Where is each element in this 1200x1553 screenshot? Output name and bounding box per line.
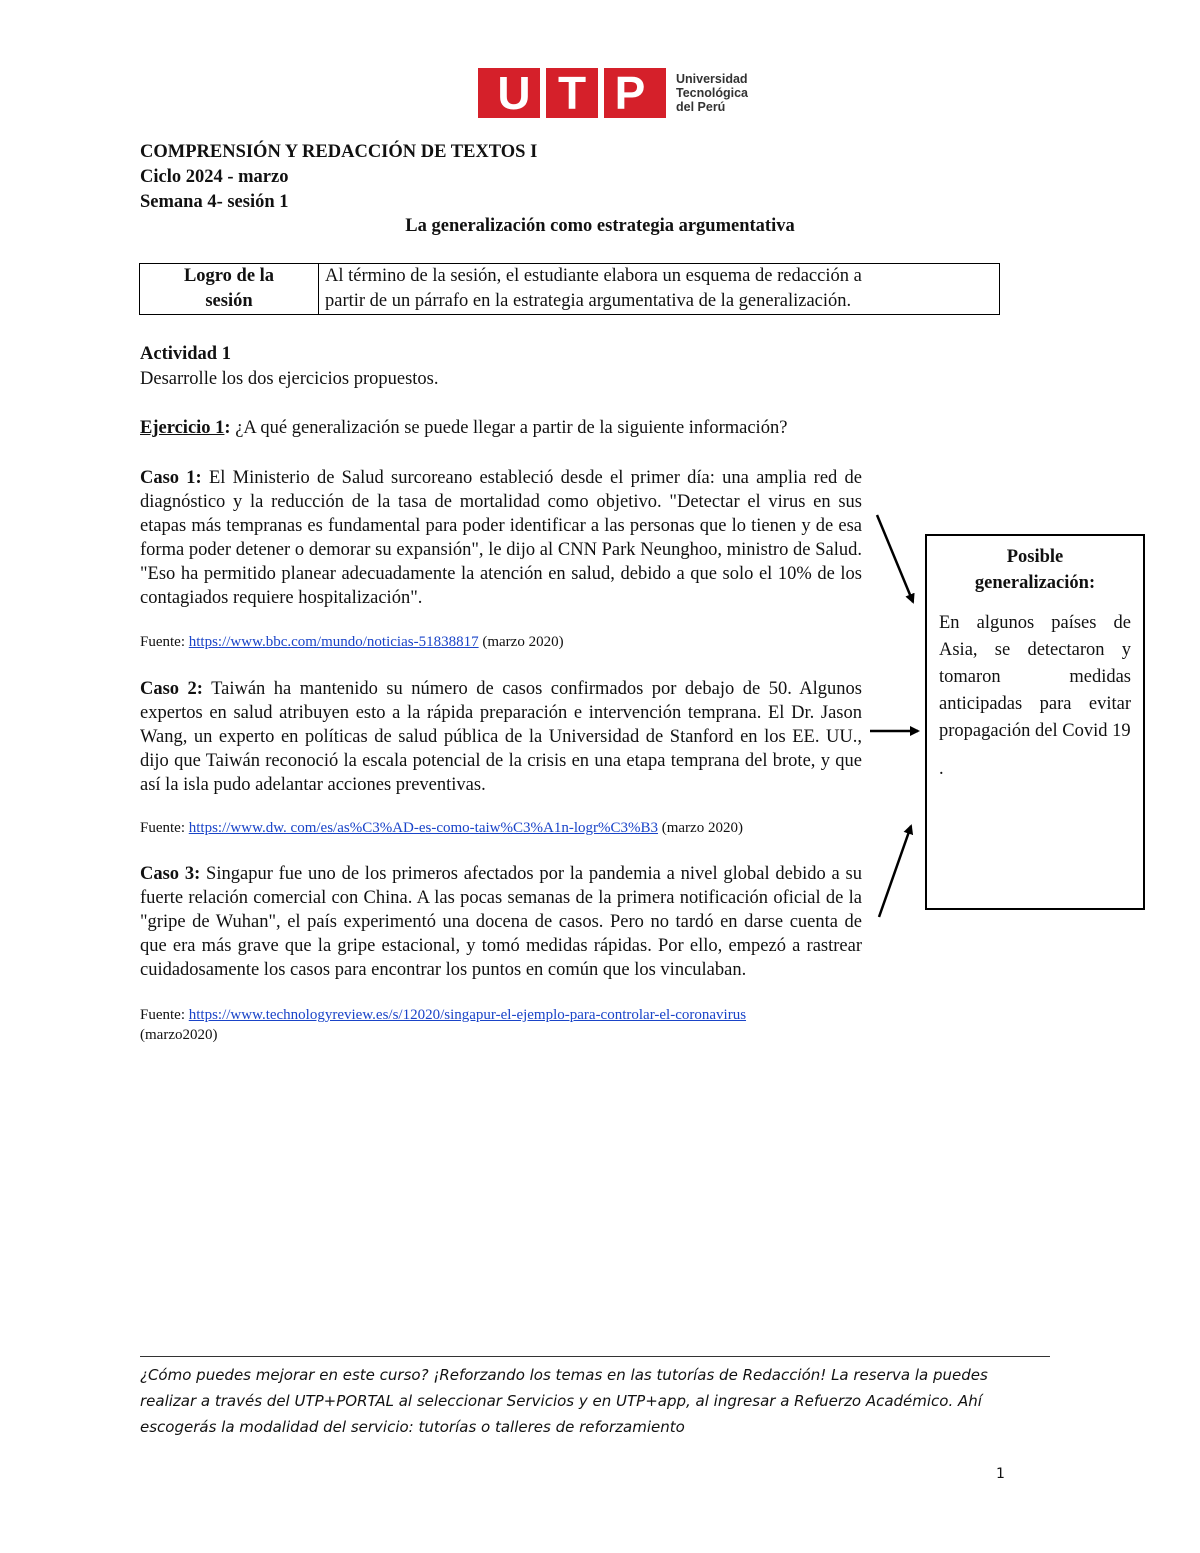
- case-1-source: Fuente: https://www.bbc.com/mundo/noticias-51838817 (marzo 2020): [140, 634, 564, 650]
- case-2-paragraph: Caso 2: Taiwán ha mantenido su número de casos confirmados por debajo de 50. Algunos expertos en salud atribuyen esto a la rápida preparación e intervención temprana. El Dr. Jason Wang, un experto en políticas de salud pública de la Universidad de Stanford en los EE. UU., dijo que Taiwán reconoció la escala potencial de la crisis en una etapa temprana del brote, y que así la isla pudo adelantar acciones preventivas.: [140, 679, 862, 795]
- utp-logo-mark: [478, 68, 666, 118]
- case-3-source: Fuente: https://www.technologyreview.es/s/12020/singapur-el-ejemplo-para-controlar-el-coronavirus (marzo2020): [140, 1007, 747, 1043]
- session-goal-text: Al término de la sesión, el estudiante elabora un esquema de redacción a partir de un párrafo en la estrategia argumentativa de la generalización.: [319, 264, 1000, 314]
- logo-letter-t: T: [557, 67, 587, 119]
- activity-instruction: Desarrolle los dos ejercicios propuestos.: [140, 369, 439, 389]
- case-3-paragraph: Caso 3: Singapur fue uno de los primeros afectados por la pandemia a nivel global debido a su fuerte relación comercial con China. A las pocas semanas de la primera notificación oficial de la "gripe de Wuhan", el país experimentó una docena de casos. Pero no tardó en darse cuenta de que era más grave que la gripe estacional, y tomó medidas rápidas. Por ello, empezó a rastrear cuidadosamente los casos para encontrar los puntos en común que los vinculaban.: [140, 864, 862, 980]
- utp-logo: [478, 68, 748, 118]
- arrow-case-1: [877, 515, 913, 602]
- footer-divider: [140, 1356, 1050, 1357]
- case-1-paragraph: Caso 1: El Ministerio de Salud surcoreano estableció desde el primer día: una amplia red de diagnóstico y la reducción de la tasa de mortalidad como objetivo. "Detectar el virus en sus etapas más tempranas es fundamental para poder identificar a las personas que lo tienen y de esa forma poder detener o demorar su expansión", le dijo al CNN Park Neunghoo, ministro de Salud. "Eso ha permitido planear adecuadamente la atención en salud, debido a que solo el 10% de los contagiados requiere hospitalización".: [140, 468, 862, 608]
- cycle-label: Ciclo 2024 - marzo: [140, 167, 289, 187]
- utp-logo-text: Universidad Tecnológica del Perú: [676, 72, 749, 114]
- page-number: 1: [996, 1466, 1005, 1482]
- exercise-question-text: ¿A qué generalización se puede llegar a partir de la siguiente información?: [230, 418, 788, 438]
- session-goal-label: Logro de la sesión: [140, 264, 319, 314]
- case-3-source-link[interactable]: https://www.technologyreview.es/s/12020/singapur-el-ejemplo-para-controlar-el-coronavirus: [188, 1007, 747, 1023]
- logo-letter-p: P: [614, 67, 646, 119]
- generalization-box: [925, 534, 1145, 910]
- logo-letter-u: U: [497, 67, 531, 119]
- exercise-question: Ejercicio 1: ¿A qué generalización se puede llegar a partir de la siguiente información?: [140, 418, 788, 438]
- session-goal-table: [139, 263, 1000, 315]
- case-2-source: Fuente: https://www.dw. com/es/as%C3%AD-es-como-taiw%C3%A1n-logr%C3%B3 (marzo 2020): [140, 820, 743, 836]
- exercise-label: Ejercicio 1: [140, 418, 225, 438]
- generalization-dot: .: [939, 759, 944, 779]
- footer-note: ¿Cómo puedes mejorar en este curso? ¡Reforzando los temas en las tutorías de Redacción! La reserva la puedes realizar a través del UTP+PORTAL al seleccionar Servicios y en UTP+app, al ingresar a Refuerzo Académico. Ahí escogerás la modalidad del servicio: tutorías o talleres de reforzamiento: [140, 1366, 988, 1436]
- case-2-source-link[interactable]: https://www.dw. com/es/as%C3%AD-es-como-taiw%C3%A1n-logr%C3%B3: [188, 820, 658, 836]
- generalization-text: En algunos países de Asia, se detectaron y tomaron medidas anticipadas para evitar propagación del Covid 19: [939, 613, 1131, 741]
- case-2-label: Caso 2:: [140, 679, 203, 699]
- arrow-case-3: [879, 826, 911, 917]
- week-label: Semana 4- sesión 1: [140, 192, 289, 212]
- case-1-label: Caso 1:: [140, 468, 202, 488]
- case-1-source-link[interactable]: https://www.bbc.com/mundo/noticias-51838817: [188, 634, 479, 650]
- activity-title: Actividad 1: [140, 344, 231, 364]
- generalization-title: Posible generalización:: [974, 547, 1096, 593]
- case-3-label: Caso 3:: [140, 864, 201, 884]
- document-title: La generalización como estrategia argumentativa: [405, 216, 795, 236]
- course-title: COMPRENSIÓN Y REDACCIÓN DE TEXTOS I: [140, 142, 538, 162]
